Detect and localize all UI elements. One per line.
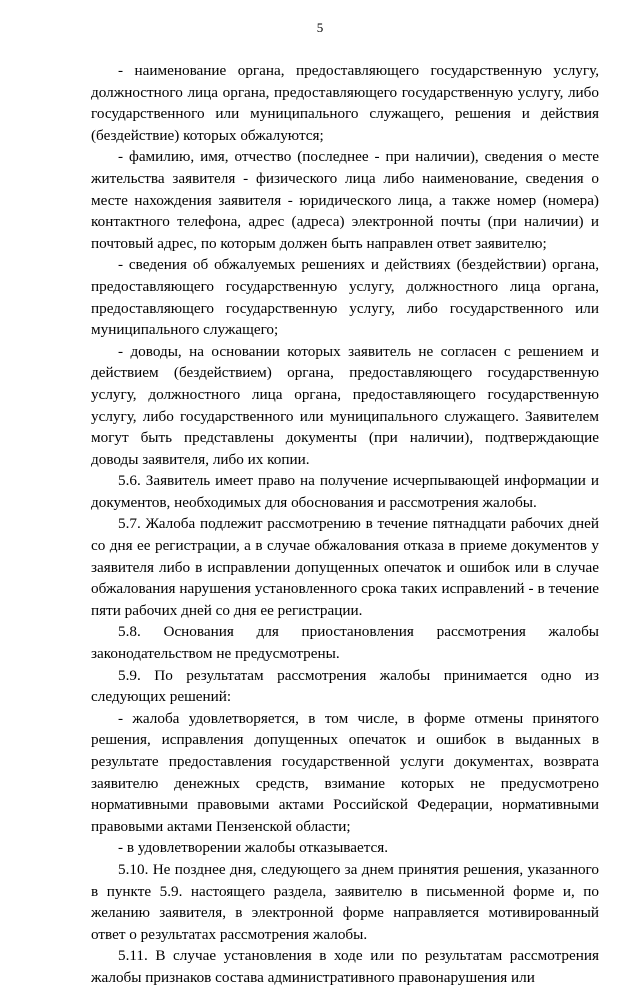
page-number: 5 — [316, 20, 324, 35]
paragraph-5-10: 5.10. Не позднее дня, следующего за днем принятия решения, указанного в пункте 5.9. настоящего раздела, заявителю в письменной форме и, по желанию заявителя, в электронной форме направляется мотивированный ответ о результатах рассмотрения жалобы. — [91, 860, 599, 943]
paragraph-item-1: - наименование органа, предоставляющего государственную услугу, должностного лица органа, предоставляющего государственную услугу, либо государственного или муниципального служащего, решения и действия (бездействие) которых обжалуются; — [91, 62, 599, 144]
document-body — [91, 60, 599, 989]
paragraph-5-9: 5.9. По результатам рассмотрения жалобы принимается одно из следующих решений: — [91, 666, 599, 706]
paragraph-5-6: 5.6. Заявитель имеет право на получение исчерпывающей информации и документов, необходимых для обоснования и рассмотрения жалобы. — [91, 472, 599, 511]
paragraph-5-7: 5.7. Жалоба подлежит рассмотрению в течение пятнадцати рабочих дней со дня ее регистрации, а в случае обжалования отказа в приеме документов у заявителя либо в исправлении допущенных опечаток и ошибок или в случае обжалования нарушения установленного срока таких исправлений - в течение пяти рабочих дней со дня ее регистрации. — [91, 515, 599, 619]
paragraph-decision-2: - в удовлетворении жалобы отказывается. — [118, 839, 389, 857]
paragraph-decision-1: - жалоба удовлетворяется, в том числе, в форме отмены принятого решения, исправления допущенных опечаток и ошибок в выданных в результате предоставления государственной услуги документах, возврата заявителю денежных средств, взимание которых не предусмотрено нормативными правовыми актами Российской Федерации, нормативными правовыми актами Пензенской области; — [91, 709, 599, 835]
paragraph-item-3: - сведения об обжалуемых решениях и действиях (бездействии) органа, предоставляющего государственную услугу, должностного лица органа, предоставляющего государственную услугу, либо государственного или муниципального служащего; — [91, 256, 599, 339]
paragraph-5-8: 5.8. Основания для приостановления рассмотрения жалобы законодательством не предусмотрены. — [91, 623, 599, 663]
paragraph-5-11: 5.11. В случае установления в ходе или по результатам рассмотрения жалобы признаков состава административного правонарушения или — [91, 947, 599, 986]
paragraph-item-4: - доводы, на основании которых заявитель не согласен с решением и действием (бездействием) органа, предоставляющего государственную услугу, должностного лица органа, предоставляющего государственную услугу, либо государственного или муниципального служащего. Заявителем могут быть представлены документы (при наличии), подтверждающие доводы заявителя, либо их копии. — [91, 342, 599, 468]
paragraph-item-2: - фамилию, имя, отчество (последнее - при наличии), сведения о месте жительства заявителя - физического лица либо наименование, сведения о месте нахождения заявителя - юридического лица, а также номер (номера) контактного телефона, адрес (адреса) электронной почты (при наличии) и почтовый адрес, по которым должен быть направлен ответ заявителю; — [91, 148, 599, 252]
